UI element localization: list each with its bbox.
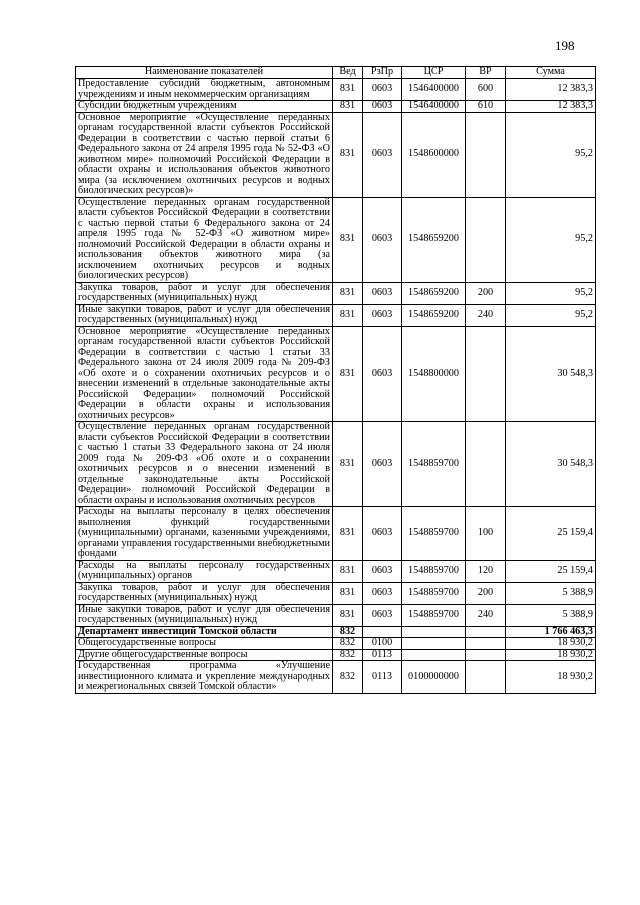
cell-sum: 5 388,9 <box>506 604 596 626</box>
cell-ved: 831 <box>333 560 363 582</box>
cell-csr <box>402 649 466 661</box>
cell-sum: 95,2 <box>506 197 596 282</box>
cell-name: Расходы на выплаты персоналу в целях обеспечения выполнения функций государственными (муниципальными) органами, казенными учреждениями, органами управления государственными внебюджетными фондами <box>76 507 333 561</box>
cell-ved: 832 <box>333 661 363 694</box>
cell-name: Общегосударственные вопросы <box>76 638 333 650</box>
cell-vr <box>466 197 506 282</box>
cell-ved: 832 <box>333 626 363 638</box>
cell-rzpr <box>363 626 402 638</box>
cell-sum: 25 159,4 <box>506 560 596 582</box>
cell-sum: 30 548,3 <box>506 326 596 422</box>
cell-vr <box>466 326 506 422</box>
cell-csr <box>402 638 466 650</box>
table-row <box>76 79 596 101</box>
cell-vr <box>466 626 506 638</box>
cell-csr: 1548659200 <box>402 282 466 304</box>
cell-ved: 831 <box>333 304 363 326</box>
table-row <box>76 582 596 604</box>
cell-name: Другие общегосударственные вопросы <box>76 649 333 661</box>
cell-csr: 0100000000 <box>402 661 466 694</box>
header-ved: Вед <box>333 67 363 79</box>
table-body <box>76 79 596 694</box>
cell-ved: 831 <box>333 101 363 113</box>
table-row <box>76 326 596 422</box>
table-row <box>76 649 596 661</box>
cell-sum: 18 930,2 <box>506 661 596 694</box>
budget-table <box>75 66 596 694</box>
cell-name: Закупка товаров, работ и услуг для обеспечения государственных (муниципальных) нужд <box>76 582 333 604</box>
cell-sum: 18 930,2 <box>506 649 596 661</box>
cell-ved: 831 <box>333 582 363 604</box>
table-row <box>76 507 596 561</box>
table-row <box>76 638 596 650</box>
cell-vr: 600 <box>466 79 506 101</box>
cell-sum: 12 383,3 <box>506 101 596 113</box>
cell-rzpr: 0603 <box>363 560 402 582</box>
cell-rzpr: 0113 <box>363 661 402 694</box>
table-row <box>76 661 596 694</box>
cell-name: Иные закупки товаров, работ и услуг для обеспечения государственных (муниципальных) нужд <box>76 604 333 626</box>
cell-name: Департамент инвестиций Томской области <box>76 626 333 638</box>
cell-ved: 831 <box>333 79 363 101</box>
cell-rzpr: 0603 <box>363 422 402 507</box>
cell-rzpr: 0603 <box>363 582 402 604</box>
cell-name: Субсидии бюджетным учреждениям <box>76 101 333 113</box>
table-row <box>76 626 596 638</box>
cell-name: Расходы на выплаты персоналу государственных (муниципальных) органов <box>76 560 333 582</box>
cell-ved: 831 <box>333 604 363 626</box>
cell-rzpr: 0603 <box>363 304 402 326</box>
cell-csr: 1548859700 <box>402 582 466 604</box>
cell-name: Осуществление переданных органам государственной власти субъектов Российской Федерации в соответствии с частью первой статьи 6 Федерального закона от 24 апреля 1995 года № 52-ФЗ «О животном мире» полномочий Российской Федерации в области охраны и использования объектов животного мира (за исключением охотничьих ресурсов и водных биологических ресурсов) <box>76 197 333 282</box>
cell-ved: 832 <box>333 649 363 661</box>
cell-csr: 1548659200 <box>402 197 466 282</box>
cell-rzpr: 0603 <box>363 507 402 561</box>
cell-sum: 12 383,3 <box>506 79 596 101</box>
cell-sum: 30 548,3 <box>506 422 596 507</box>
header-vr: ВР <box>466 67 506 79</box>
cell-sum: 5 388,9 <box>506 582 596 604</box>
cell-name: Предоставление субсидий бюджетным, автономным учреждениям и иным некоммерческим организациям <box>76 79 333 101</box>
cell-rzpr: 0603 <box>363 79 402 101</box>
table-row <box>76 604 596 626</box>
header-csr: ЦСР <box>402 67 466 79</box>
table-row <box>76 101 596 113</box>
table-row <box>76 197 596 282</box>
table-row <box>76 112 596 197</box>
cell-csr: 1548859700 <box>402 560 466 582</box>
header-name: Наименование показателей <box>76 67 333 79</box>
table-row <box>76 282 596 304</box>
cell-rzpr: 0603 <box>363 326 402 422</box>
cell-name: Иные закупки товаров, работ и услуг для обеспечения государственных (муниципальных) нужд <box>76 304 333 326</box>
cell-csr: 1548600000 <box>402 112 466 197</box>
cell-vr: 120 <box>466 560 506 582</box>
cell-ved: 831 <box>333 422 363 507</box>
cell-ved: 831 <box>333 197 363 282</box>
cell-vr <box>466 649 506 661</box>
cell-csr: 1548800000 <box>402 326 466 422</box>
cell-ved: 831 <box>333 112 363 197</box>
cell-name: Основное мероприятие «Осуществление переданных органам государственной власти субъектов Российской Федерации в соответствии с частью первой статьи 6 Федерального закона от 24 апреля 1995 года № 52-ФЗ «О животном мире» полномочий Российской Федерации в области охраны и использования объектов животного мира (за исключением охотничьих ресурсов и водных биологических ресурсов)» <box>76 112 333 197</box>
header-sum: Сумма <box>506 67 596 79</box>
cell-vr: 200 <box>466 582 506 604</box>
table-row <box>76 560 596 582</box>
cell-vr: 610 <box>466 101 506 113</box>
table-row <box>76 304 596 326</box>
cell-csr: 1548659200 <box>402 304 466 326</box>
cell-rzpr: 0603 <box>363 604 402 626</box>
table-header <box>76 67 596 79</box>
cell-vr: 240 <box>466 304 506 326</box>
cell-vr: 240 <box>466 604 506 626</box>
cell-rzpr: 0603 <box>363 197 402 282</box>
cell-vr <box>466 661 506 694</box>
cell-rzpr: 0603 <box>363 282 402 304</box>
cell-csr <box>402 626 466 638</box>
cell-sum: 25 159,4 <box>506 507 596 561</box>
cell-sum: 95,2 <box>506 112 596 197</box>
cell-sum: 1 766 463,3 <box>506 626 596 638</box>
cell-csr: 1546400000 <box>402 79 466 101</box>
cell-csr: 1546400000 <box>402 101 466 113</box>
cell-ved: 831 <box>333 326 363 422</box>
cell-sum: 95,2 <box>506 282 596 304</box>
cell-ved: 832 <box>333 638 363 650</box>
cell-ved: 831 <box>333 507 363 561</box>
page-number: 198 <box>555 38 575 53</box>
cell-rzpr: 0603 <box>363 112 402 197</box>
cell-csr: 1548859700 <box>402 604 466 626</box>
cell-name: Основное мероприятие «Осуществление переданных органам государственной власти субъектов Российской Федерации в соответствии с частью 1 статьи 33 Федерального закона от 24 июля 2009 года № 209-ФЗ «Об охоте и о сохранении охотничьих ресурсов и о внесении изменений в отдельные законодательные акты Российской Федерации» полномочий Российской Федерации в области охраны и использования охотничьих ресурсов» <box>76 326 333 422</box>
cell-vr <box>466 112 506 197</box>
cell-vr <box>466 638 506 650</box>
cell-name: Осуществление переданных органам государственной власти субъектов Российской Федерации в соответствии с частью 1 статьи 33 Федерального закона от 24 июля 2009 года № 209-ФЗ «Об охоте и о сохранении охотничьих ресурсов и о внесении изменений в отдельные законодательные акты Российской Федерации» полномочий Российской Федерации в области охраны и использования охотничьих ресурсов <box>76 422 333 507</box>
cell-csr: 1548859700 <box>402 422 466 507</box>
cell-sum: 18 930,2 <box>506 638 596 650</box>
header-rzpr: РзПр <box>363 67 402 79</box>
cell-vr: 100 <box>466 507 506 561</box>
table-row <box>76 422 596 507</box>
cell-vr <box>466 422 506 507</box>
cell-rzpr: 0603 <box>363 101 402 113</box>
cell-ved: 831 <box>333 282 363 304</box>
cell-sum: 95,2 <box>506 304 596 326</box>
cell-name: Закупка товаров, работ и услуг для обеспечения государственных (муниципальных) нужд <box>76 282 333 304</box>
cell-rzpr: 0113 <box>363 649 402 661</box>
cell-csr: 1548859700 <box>402 507 466 561</box>
cell-name: Государственная программа «Улучшение инвестиционного климата и укрепление международных и межрегиональных связей Томской области» <box>76 661 333 694</box>
cell-vr: 200 <box>466 282 506 304</box>
cell-rzpr: 0100 <box>363 638 402 650</box>
